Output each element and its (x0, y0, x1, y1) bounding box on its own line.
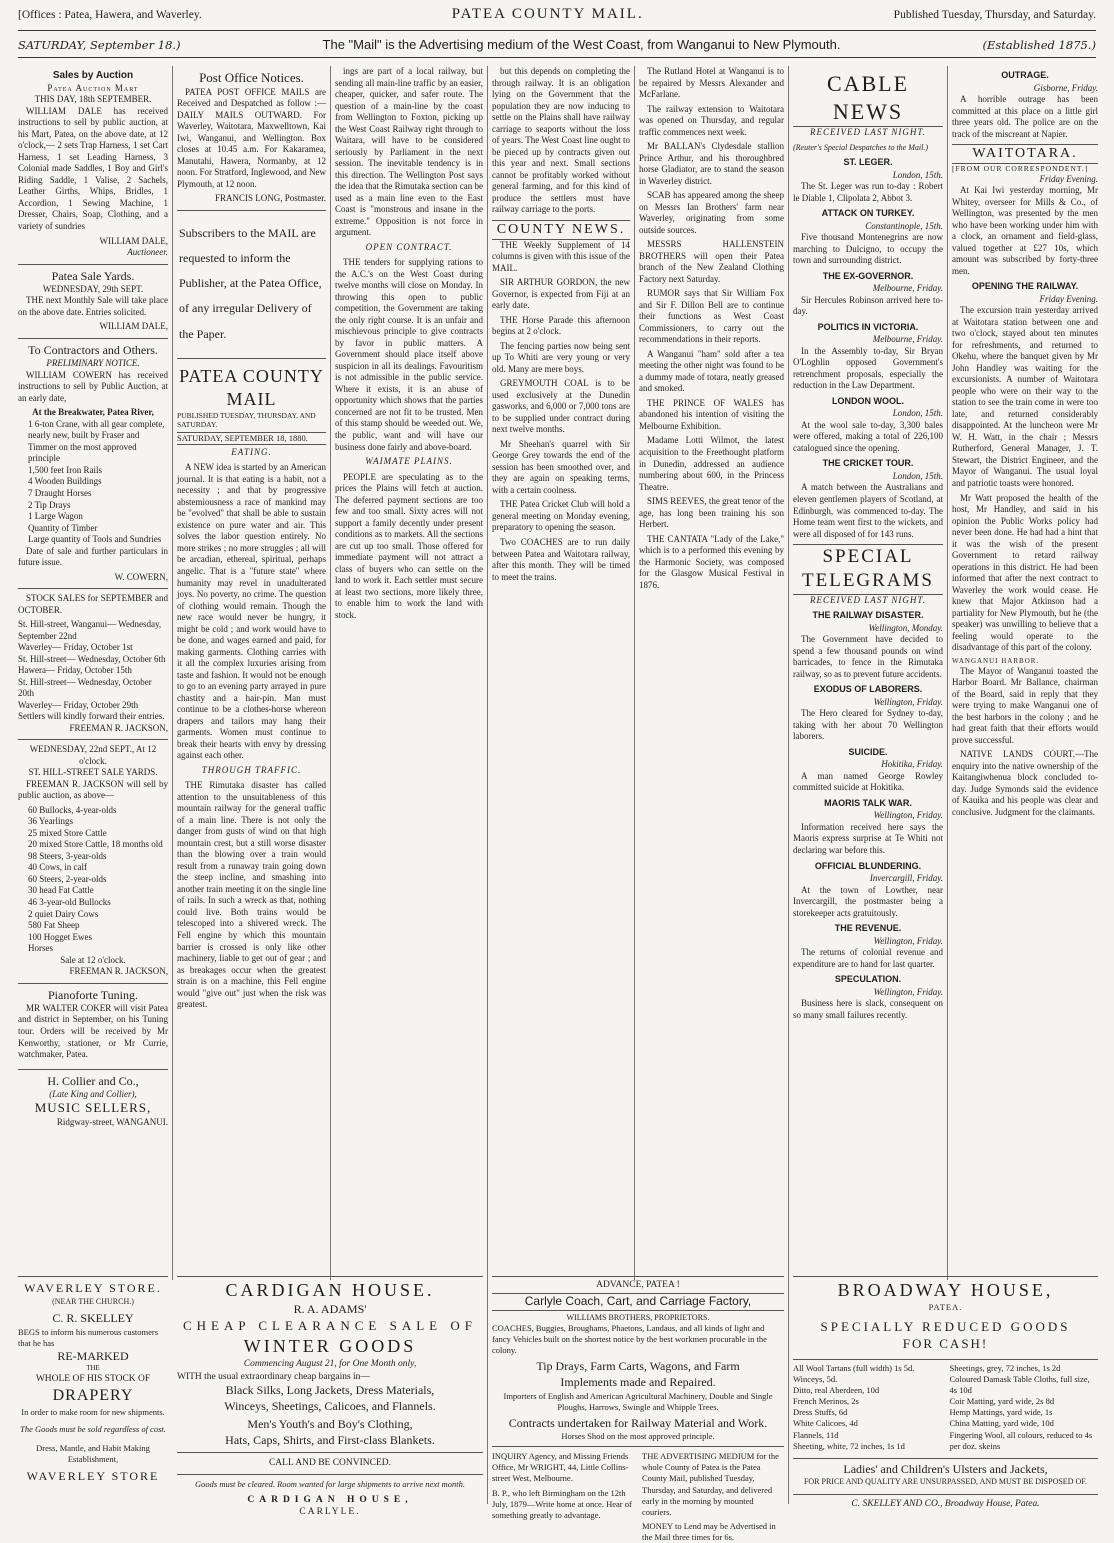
cable-news-heading: CABLE NEWS (793, 70, 943, 127)
list-item: Hawera— Friday, October 15th (18, 665, 132, 676)
news-item: Mr BALLAN's Clydesdale stallion Prince Arthur, and his thoroughbred horse Gladiator, are to stand the season in Waverley district. (639, 141, 784, 186)
collier-name: H. Collier and Co., (47, 1073, 139, 1088)
price-item: All Wool Tartans (full width) 1s 5d. (793, 1363, 915, 1374)
waitotara-heading: WAITOTARA. (952, 144, 1098, 164)
list-item: 60 Bullocks, 4-year-olds (28, 804, 117, 815)
telegram-body: The Government have decided to spend a few thousand pounds on wind barricades, to fence in the Rimutaka railway, so as to prevent future accidents. (793, 634, 943, 679)
list-item: 25 mixed Store Cattle (28, 827, 107, 838)
news-item: THE Horse Parade this afternoon begins at 2 o'clock. (492, 314, 630, 337)
news-item: SIR ARTHUR GORDON, the new Governor, is expected from Fiji at an early date. (492, 277, 630, 311)
cowern-ad (18, 339, 168, 589)
list-item: 60 Steers, 2-year-olds (28, 873, 107, 884)
news-item: The fencing parties now being sent up To Whiti are very young or very old. Many are mere boys. (492, 340, 630, 374)
cable-item (793, 458, 943, 540)
inquiry-agency: INQUIRY Agency, and Missing Friends Office, Mr WRIGHT, 44, Little Collins-street West, Melbourne. (492, 1451, 629, 1484)
post-office-ad (177, 66, 326, 211)
telegram-heading: OFFICIAL BLUNDERING. (814, 860, 922, 871)
column-4 (492, 66, 630, 1271)
news-item: RUMOR says that Sir William Fox and Sir F. Dillon Bell are to continue their functions as West Coast Commissioners, to carry out the recommendations in their reports. (639, 288, 784, 345)
cable-item (793, 271, 943, 318)
list-item: 20 mixed Store Cattle, 18 months old (28, 839, 163, 850)
telegram-body: Information received here says the Maoris express surprise at Te Whiti not declaring war before this. (793, 821, 943, 855)
black-silks: Black Silks, Long Jackets, Dress Materials, (225, 1382, 435, 1397)
prelim-notice: PRELIMINARY NOTICE. (46, 358, 140, 369)
outrage-dateline: Gisborne, Friday. (1033, 82, 1098, 93)
continued-body: but this depends on completing the through railway. It is an obligation lying on the Government that the population they are now inducing to settle on the Plains shall have railway carriage to seaports without the loss of years. The West Coast line ought to be pieced up by contracts given out this year and next. Small sections cannot be profitably worked without general farming, and for this kind of produce the settlers must have railway carriage to the ports. (492, 66, 630, 215)
yards-body: THE next Monthly Sale will take place on the above date. Entries solicited. (18, 295, 168, 317)
waitotara-body: At Kai Iwi yesterday morning, Mr Whitey, overseer for Mills & Co., of Wellington, was presented by the men who have been working under him with a clock, an ornament and field-glass, valued together at £27 10s, which amount was subscribed by forty-three men. (952, 185, 1098, 276)
cable-item-dateline: Constantinople, 15th. (865, 220, 943, 231)
price-item: Ditto, real Aberdeen, 10d (793, 1385, 880, 1396)
waverley-store-title: WAVERLEY STORE. (24, 1281, 162, 1295)
sales-heading: Sales by Auction (52, 70, 134, 81)
news-item: Madame Lotti Wilmot, the latest acquisition to the Freethought platform in Dunedin, addressed an audience numbering about 600, in the Princess Theatre. (639, 435, 784, 492)
price-item: China Matting, yard wide, 10d (949, 1418, 1054, 1429)
whole-stock: WHOLE OF HIS STOCK OF (35, 1374, 151, 1385)
motto: The "Mail" is the Advertising medium of the West Coast, from Wanganui to New Plymouth. (322, 37, 841, 52)
stock-heading: STOCK SALES for SEPTEMBER and OCTOBER. (18, 593, 168, 615)
cable-item-heading: ATTACK ON TURKEY. (821, 208, 915, 219)
bargains-intro: WITH the usual extraordinary cheap bargains in— (177, 1371, 370, 1382)
paper-title: PATEA COUNTY MAIL. (451, 6, 644, 22)
cheap-clearance: CHEAP CLEARANCE SALE OF (182, 1317, 477, 1333)
cable-item-dateline: Melbourne, Friday. (872, 283, 943, 294)
telegram-item (793, 610, 943, 680)
skelley-co: C. SKELLEY AND CO., Broadway House, Patea. (793, 1494, 1098, 1510)
cable-item-dateline: London, 15th. (892, 470, 943, 481)
sale-yards-ad (18, 265, 168, 339)
cable-item-dateline: London, 15th. (892, 169, 943, 180)
order-room: In order to make room for new shipments. (21, 1406, 165, 1417)
telegram-body: At the town of Lowther, near Invercargill, the postmaster being a storekeeper acts gratuitously. (793, 884, 943, 918)
news-item: SCAB has appeared among the sheep on Messrs Ian Brothers' farm near Waverley, originating from some outside sources. (639, 190, 784, 235)
special-subheading: RECEIVED LAST NIGHT. (810, 594, 926, 605)
price-item: Coir Matting, yard wide, 2s 8d (949, 1396, 1055, 1407)
list-item: St. Hill-street, Wanganui— Wednesday, September 22nd (18, 619, 162, 641)
issue-date: SATURDAY, September 18.) (18, 37, 181, 52)
published-line: Published Tuesday, Thursday, and Saturday. (893, 9, 1096, 21)
contract-heading: OPEN CONTRACT. (365, 241, 453, 252)
opening-body: The excursion train yesterday arrived at Waitotara station between one and two o'clock, stayed about ten minutes for refreshments, and returned to Okehu, where the banquet given by Mr John Handley was waiting for the excursionists. A number of Waitotara people who were on their way to the station to see the train come in were too late, and returned considerably disappointed. At the luncheon were Mr W. H. Watt, in the chair ; Messrs Rutherford, General Manager, J. T. Stewart, the District Engineer, and the Mayor of Wanganui. The usual loyal and patriotic toasts were honored. (952, 305, 1098, 488)
telegram-heading: SUICIDE. (848, 746, 888, 757)
cable-item-body: In the Assembly to-day, Sir Bryan O'Loghlin opposed Government's retrenchment proposals, especially the reduction in the Law Department. (793, 345, 943, 391)
money-notice: MONEY to Lend may be Advertised in the Mail three times for 6s. (642, 1520, 776, 1542)
list-item: 7 Draught Horses (28, 487, 92, 498)
yards-date: WEDNESDAY, 29th SEPT. (42, 283, 144, 294)
mens-clothing: Men's Youth's and Boy's Clothing, (247, 1417, 413, 1432)
continued-body: ings are part of a local railway, but sending all main-line traffic by an easier, cheaper, quicker, and safer route. The question of a main-line by the coast from Wellington to Foxton, picking up the West Coast Railway right through to Waitara, will have to be considered seriously by Parliament in the next session. The inevitable tendency is in this direction. The Wellington Post says the idea that the Rimutaka section can be used as a main line even to the East Coast is "monstrous and insane in the extreme." Opposition is not force in argument. (335, 66, 483, 238)
list-item: 100 Hogget Ewes (28, 931, 92, 942)
cable-item-body: The St. Leger was run to-day : Robert le Diable 1, Clipolata 2, Abbot 3. (793, 181, 943, 203)
cowern-note: Date of sale and further particulars in future issue. (18, 545, 168, 568)
mart-date: THIS DAY, 18th SEPTEMBER. (34, 94, 152, 105)
opening-heading: OPENING THE RAILWAY. (971, 281, 1079, 292)
cardigan-footer: CARDIGAN HOUSE, (247, 1494, 413, 1505)
telegram-item (793, 747, 943, 794)
news-item: A Wanganui "ham" sold after a tea meeting the other night was found to be a dummy made of totara, neatly greased and smoked. (639, 348, 784, 394)
sale-time: Sale at 12 o'clock. (60, 954, 126, 965)
coaches-body: COACHES, Buggies, Broughams, Phaetons, Landaus, and all kinds of light and fancy Vehicles built on the shortest notice by the best workmen procurable in the colony. (492, 1323, 767, 1356)
winter-goods: WINTER GOODS (243, 1335, 417, 1356)
winceys: Winceys, Sheetings, Calicoes, and Flannels. (224, 1398, 436, 1413)
cable-item-dateline: Melbourne, Friday. (872, 334, 943, 345)
telegram-heading: THE RAILWAY DISASTER. (812, 610, 924, 621)
piano-heading: Pianoforte Tuning. (47, 987, 138, 1002)
leader-title: PATEA COUNTY MAIL (179, 365, 324, 409)
tip-drays: Tip Drays, Farm Carts, Wagons, and Farm (536, 1359, 740, 1374)
jackson-ad (18, 740, 168, 983)
telegram-heading: THE REVENUE. (834, 923, 902, 934)
cable-item (793, 322, 943, 392)
list-item: 46 3-year-old Bullocks (28, 897, 111, 907)
toast-body: Mr Watt proposed the health of the host, Mr Handley, and said in his opinion the Public Works policy had never been done. He had had a hint that it was the wish of the present Government to retard railway operations in this district. He had been informed that after the next contract to Waverley the work would cease. He knew that Major Atkinson had a partiality for New Plymouth, but he (the speaker) was unwilling to believe that a feeling would operate to the disadvantage of this part of the colony. (952, 492, 1098, 653)
column-7 (952, 66, 1098, 1271)
collier-sub: (Late King and Collier), (49, 1088, 137, 1099)
cable-item-heading: THE CRICKET TOUR. (822, 458, 914, 469)
news-item: The Rutland Hotel at Wanganui is to be repaired by Messrs Alexander and McFarlane. (639, 66, 784, 100)
eating-body: A NEW idea is started by an American journal. It is that eating is a habit, not a necessity ; and that by progressive abstemiousness a race of mankind may be "evolved" that shall be able to sustain existence on pure water and air. This solves the labor question entirely. No more strikes ; no more struggles ; all will be arcadian, ethereal, spiritual, perhaps angelic. That is a "future state" where humanity may revel in unadulterated joys. No poverty, no crime. The question of clothing would remain. Though the new race would never be hungry, it might be cold ; and work would have to be done, and wages earned and paid, for making garments. Clothing carries with it all the complex luxuries arising from taste and fashion. It would not be enough to go to an evening party arrayed in pure chastity and a hair-pin. Man must continue to be a clothes-horse whereon drapers and tailors may hang their garments. Women must continue to break their hearts with envy by dressing against each other. (177, 462, 326, 761)
telegram-item (793, 923, 943, 970)
stock-sales-ad (18, 589, 168, 740)
yards-signature: WILLIAM DALE, (99, 321, 168, 332)
leader-date: SATURDAY, SEPTEMBER 18, 1880. (177, 432, 326, 445)
cable-item (793, 396, 943, 455)
news-item: THE CANTATA "Lady of the Lake," which is to a performed this evening by the Harmonic Society, was composed for the Glasgow Musical Festival in 1876. (639, 533, 784, 590)
skelley-name: C. R. SKELLEY (52, 1310, 134, 1325)
the-word: THE (86, 1364, 100, 1373)
specially-reduced: SPECIALLY REDUCED GOODS (820, 1319, 1071, 1335)
list-item: 1 Large Wagon (28, 511, 83, 522)
list-item: 36 Yearlings (28, 816, 74, 827)
news-item: THE PRINCE OF WALES has abandoned his intention of visiting the Melbourne Exhibition. (639, 397, 784, 431)
drapery: DRAPERY (52, 1386, 134, 1404)
telegram-dateline: Wellington, Monday. (868, 622, 943, 633)
cable-item (793, 208, 943, 267)
mart-name: Patea Auction Mart (47, 82, 139, 93)
postmaster-signature: FRANCIS LONG, Postmaster. (214, 193, 326, 204)
commencing: Commencing August 21, for One Month only, (243, 1359, 417, 1370)
outrage-body: A horrible outrage has been committed at this place on a little girl three years old. The police are on the track of the miscreant at Napier. (952, 94, 1098, 139)
list-item: Waverley— Friday, October 29th (18, 699, 139, 710)
post-office-body: PATEA POST OFFICE MAILS are Received and Despatched as follow :— DAILY MAILS OUTWARD. For Waverley, Waitotara, Maxwelltown, Kai Iwi, Wanganui, and Wellington. Box closes at 10.45 a.m. For Kakaramea, Manutahi, Hawera, Normanby, at 12 noon. For Stratford, Inglewood, and New Plymouth, at 12 noon. (177, 86, 326, 189)
price-item: Fingering Wool, all colours, reduced to 4s per doz. skeins (949, 1429, 1093, 1451)
ladies-ulsters: Ladies' and Children's Ulsters and Jackets, (793, 1458, 1098, 1478)
subscribers-text: Subscribers to the MAIL are requested to inform the Publisher, at the Patea Office, of any irregular Delivery of the Paper. (179, 225, 322, 341)
news-item: MESSRS HALLENSTEIN BROTHERS will open their Patea branch of the New Zealand Clothing Factory next Saturday. (639, 239, 784, 284)
contracts: Contracts undertaken for Railway Material and Work. (508, 1415, 768, 1430)
cable-item-heading: LONDON WOOL. (832, 395, 904, 406)
skelley-body: BEGS to inform his numerous customers that he has (18, 1326, 159, 1348)
importers: Importers of English and American Agricultural Machinery, Double and Single Ploughs, Harrows, Swingle and Whipple Trees. (503, 1390, 773, 1412)
ridgway-address: Ridgway-street, WANGANUI. (56, 1117, 168, 1128)
jackson-signature-2: FREEMAN R. JACKSON, (69, 966, 168, 977)
implements: Implements made and Repaired. (560, 1375, 716, 1390)
cable-subheading: RECEIVED LAST NIGHT. (810, 127, 926, 138)
goods-cleared: Goods must be cleared. Room wanted for large shipments to arrive next month. (195, 1478, 465, 1489)
waimate-body: PEOPLE are speculating as to the prices the Plains will fetch at auction. The deferred payment sections are too few and too small. Sixty acres will not support a family decently under present conditions as to markets. All the sections are cut up too small. Those offered for immediate payment will not attract a class of buyers who can settle on the land to work it. Each settler must secure at least two sections, more likely three, to enable him to work the land with stock. (335, 471, 483, 620)
list-item: St. Hill-street— Wednesday, October 6th (18, 653, 166, 664)
music-sellers: MUSIC SELLERS, (34, 1100, 152, 1116)
sthill-yards: ST. HILL-STREET SALE YARDS. (28, 767, 158, 778)
near-church: (NEAR THE CHURCH.) (52, 1296, 134, 1306)
jackson-body: FREEMAN R. JACKSON will sell by public auction, as above— (18, 778, 168, 801)
news-item: SIMS REEVES, the great tenor of the age, has long been training his son Herbert. (639, 496, 784, 530)
established: (Established 1875.) (982, 37, 1096, 52)
list-item: 580 Fat Sheep (28, 920, 80, 931)
williams-brothers: WILLIAMS BROTHERS, PROPRIETORS. (566, 1312, 710, 1322)
list-item: 1,500 feet Iron Rails (28, 464, 102, 475)
broadway-house-ad (793, 1276, 1098, 1509)
cable-note: (Reuter's Special Despatches to the Mail.) (793, 142, 929, 152)
cable-item-body: Sir Hercules Robinson arrived here to-day. (793, 294, 943, 317)
native-lands-body: NATIVE LANDS COURT.—The enquiry into the native ownership of the Kaitangiwhenua block concluded to-day. Judge Symonds said the evidence of Kauika and his people was clear and conclusive. Judgment for the claimants. (952, 749, 1098, 817)
cable-item-body: At the wool sale to-day, 3,300 bales were offered, making a total of 226,100 catalogued since the opening. (793, 419, 943, 453)
dale-ad (18, 66, 168, 265)
telegram-body: Business here is slack, consequent on so many small failures recently. (793, 998, 943, 1020)
cowern-signature: W. COWERN, (114, 571, 168, 582)
through-heading: THROUGH TRAFFIC. (201, 764, 302, 775)
list-item: Waverley— Friday, October 1st (18, 642, 133, 653)
price-item: Coloured Damask Table Cloths, full size, 4s 10d (949, 1374, 1090, 1396)
hats-shirts: Hats, Caps, Shirts, and First-class Blankets. (225, 1432, 435, 1447)
telegram-item (793, 798, 943, 857)
telegram-heading: EXODUS OF LABORERS. (813, 684, 923, 695)
outrage-heading: OUTRAGE. (1001, 70, 1049, 80)
list-item: 98 Steers, 3-year-olds (28, 850, 107, 861)
dress-establishment: Dress, Mantle, and Habit Making Establishment, (36, 1442, 150, 1464)
leader-published: PUBLISHED TUESDAY, THURSDAY, AND SATURDAY. (177, 410, 316, 430)
for-cash: FOR CASH! (902, 1336, 989, 1352)
list-item: Horses (28, 943, 53, 954)
list-item: Quantity of Timber (28, 522, 98, 533)
adams-name: R. A. ADAMS' (293, 1302, 367, 1317)
dale-body: WILLIAM DALE has received instructions to sell by public auction, at his Mart, Patea, on the above date, at 12 o'clock,— 2 sets Trap Harness, 1 set Cart Harness, 1 set Leading Harness, 3 Colonial made Saddles, 1 Boy and Girl's Riding Saddle, 1 Valise, 2 Sachels, Leather Girths, Whips, Bridles, 1 Accordion, 1 Sewing Machine, 1 Dresser, Chairs, Soap, Clothing, and a variety of sundries (18, 105, 168, 231)
telegram-item (793, 861, 943, 920)
piano-ad (18, 984, 168, 1070)
contractors-heading: To Contractors and Others. (28, 342, 158, 357)
price-item: Sheetings, grey, 72 inches, 1s 2d (949, 1363, 1061, 1374)
telegram-body: The returns of colonial revenue and expenditure are to hand for last quarter. (793, 947, 943, 969)
subscribers-notice (177, 211, 326, 359)
county-news-heading: COUNTY NEWS. (492, 220, 630, 240)
price-item: Dress Stuffs, 6d (793, 1407, 848, 1418)
post-office-heading: Post Office Notices. (199, 70, 304, 85)
waverley-store-ad (18, 1276, 168, 1504)
eating-heading: EATING. (231, 446, 272, 457)
advertising-medium: THE ADVERTISING MEDIUM for the whole County of Patea is the Patea County Mail, published Tuesday, Thursday, and Saturday, and delivered early in the morning by mounted couriers. (642, 1451, 779, 1517)
telegram-dateline: Hokitika, Friday. (881, 759, 943, 770)
masthead (18, 6, 1096, 62)
waimate-heading: WAIMATE PLAINS. (365, 456, 453, 467)
piano-body: MR WALTER COKER will visit Patea and district in September, on his Tuning tour. Orders will be received by Mr Kenworthy, stationer, or Mr Currie, watchmaker, Patea. (18, 1002, 168, 1060)
price-item: Sheeting, white, 72 inches, 1s 1d (793, 1440, 905, 1451)
cardigan-house-ad (177, 1276, 483, 1518)
carlyle: CARLYLE. (299, 1507, 361, 1518)
news-item: Mr Sheehan's quarrel with Sir George Grey towards the end of the session has been smoothed over, and they are again on speaking terms, with a certain coolness. (492, 438, 630, 495)
price-item: Flannels, 11d (793, 1429, 839, 1440)
cable-item-body: Five thousand Montenegrins are now marching to Dulcigno, to occupy the town and surrounding district. (793, 232, 943, 266)
broadway-patea: PATEA. (928, 1302, 963, 1313)
through-body: THE Rimutaka disaster has called attention to the unsuitableness of this mountain railway for the general traffic of a main line. There is not only the danger from gusts of wind on that high mountain crest, but a still worse disaster than the blowing over a train would result from a runaway train going down the steep incline, and smashing into another train meeting it on the single line of rails. In such a wreck as that, nothing could live. Both trains would be telescoped into a shivered wreck. The Fell engine by which this mountain barrier is crossed is only like other machinery, liable to get out of gear ; and as breakages occur when the greatest strain is on a machine, this Fell engine would "give out" just when the risk was greatest. (177, 780, 326, 1010)
column-2 (177, 66, 326, 1271)
price-item: French Merinos, 2s (793, 1396, 859, 1407)
price-item: Hemp Mattings, yard wide, 1s (949, 1407, 1053, 1418)
telegram-item (793, 684, 943, 743)
jackson-date: WEDNESDAY, 22nd SEPT., At 12 o'clock. (29, 744, 157, 766)
contract-body: THE tenders for supplying rations to the A.C.'s on the West Coast during twelve months will close on Monday. In throwing this open to public competition, the Government are taking the only right course. It is an unfair and mischievous principle to give contracts by favor in public matters. A Government should place itself above suspicion in all its dealings. Favouritism is not admissible in the public service. Where it exists, it is an abuse of opportunity which shows that the parties concerned are not fit to be trusted. Men of this stamp should be weeded out. We, the public, want and will have our business done fairly and above-board. (335, 257, 483, 452)
dale-signature: WILLIAM DALE, (99, 235, 168, 246)
price-item: Winceys, 5d. (793, 1374, 838, 1385)
price-item: White Calicoes, 4d (793, 1418, 858, 1429)
auctioneer-label: Auctioneer. (127, 247, 168, 258)
cable-item-heading: THE EX-GOVERNOR. (822, 270, 914, 281)
cardigan-title: CARDIGAN HOUSE. (225, 1280, 435, 1300)
cable-item (793, 157, 943, 204)
call-convinced: CALL AND BE CONVINCED. (268, 1458, 392, 1469)
advance-patea: ADVANCE, PATEA ! (596, 1280, 680, 1290)
telegram-body: The Hero cleared for Sydney to-day, taking with her about 70 Wellington laborers. (793, 708, 943, 742)
column-3 (335, 66, 483, 1271)
cable-item-heading: ST. LEGER. (843, 157, 893, 168)
news-item: GREYMOUTH COAL is to be used exclusively at the Dunedin gasworks, and 6,000 or 7,000 tons are to be supplied under contract during next twelve months. (492, 378, 630, 435)
cable-item-dateline: London, 15th. (892, 408, 943, 419)
list-item: 30 head Fat Cattle (28, 885, 94, 896)
for-price: FOR PRICE AND QUALITY ARE UNSURPASSED, AND MUST BE DISPOSED OF. (803, 1477, 1088, 1487)
carlyle-factory-ad (492, 1276, 784, 1542)
news-item: Two COACHES are to run daily between Patea and Waitotara railway, after this month. They will be timed to meet the trains. (492, 536, 630, 582)
factory-title: Carlyle Coach, Cart, and Carriage Factory, (492, 1293, 784, 1311)
special-telegrams-heading: SPECIAL TELEGRAMS (793, 544, 943, 595)
harbor-body: The Mayor of Wanganui toasted the Harbor Board. Mr Ballance, chairman of the Board, said in reply that they were trying to make Wanganui one of the best harbors in the colony ; and he had great faith that their efforts would prove successful. (952, 665, 1098, 745)
list-item: Large quantity of Tools and Sundries (28, 534, 162, 545)
cable-item-body: A match between the Australians and eleven gentlemen players of Scotland, at Edinburgh, was commenced to-day. The Home team went first to the wickets, and were all disposed of for 143 runs. (793, 482, 943, 539)
list-item: 4 Wooden Buildings (28, 476, 102, 487)
waitotara-sub: [FROM OUR CORRESPONDENT.] (952, 164, 1089, 173)
telegram-heading: MAORIS TALK WAR. (824, 797, 912, 808)
list-item: 40 Cows, in calf (28, 862, 87, 873)
stock-note: Settlers will kindly forward their entries. (18, 711, 165, 722)
yards-heading: Patea Sale Yards. (51, 268, 135, 283)
cowern-body: WILLIAM COWERN has received instructions to sell by Public Auction, at an early date, (18, 369, 168, 403)
column-5 (639, 66, 784, 1271)
waverley-store-footer: WAVERLEY STORE (26, 1468, 160, 1483)
leader-masthead (177, 365, 326, 445)
waitotara-dateline: Friday Evening. (1039, 173, 1098, 184)
jackson-signature: FREEMAN R. JACKSON, (69, 722, 168, 733)
column-1 (18, 66, 168, 1271)
list-item: 2 quiet Dairy Cows (28, 908, 99, 919)
telegram-dateline: Invercargill, Friday. (869, 873, 943, 884)
breakwater-line: At the Breakwater, Patea River, (32, 407, 154, 418)
horses-shod: Horses Shod on the most approved principle. (561, 1431, 715, 1442)
list-item: 1 6-ton Crane, with all gear complete, nearly new, built by Fraser and Timmer on the most approved principle (28, 418, 165, 464)
remarked: RE-MARKED (57, 1348, 129, 1363)
telegram-dateline: Wellington, Friday. (873, 986, 943, 997)
news-item: THE Patea Cricket Club will hold a general meeting on Monday evening, preparatory to opening the season. (492, 499, 630, 533)
cable-item-heading: POLITICS IN VICTORIA. (817, 321, 919, 332)
telegram-dateline: Wellington, Friday. (873, 810, 943, 821)
telegram-dateline: Wellington, Friday. (873, 696, 943, 707)
column-6 (793, 66, 943, 1271)
list-item: 2 Tip Drays (28, 499, 71, 510)
telegram-heading: SPECULATION. (834, 974, 902, 985)
harbor-heading: WANGANUI HARBOR. (952, 656, 1040, 665)
list-item: St. Hill-street— Wednesday, October 20th (18, 676, 152, 699)
news-item: THE Weekly Supplement of 14 columns is given with this issue of the MAIL. (492, 239, 630, 273)
bp-notice: B. P., who left Birmingham on the 12th July, 1879—Write home at once. Hear of something greatly to advantage. (492, 1487, 632, 1520)
broadway-title: BROADWAY HOUSE, (837, 1280, 1054, 1300)
telegram-item (793, 974, 943, 1021)
opening-dateline: Friday Evening. (1039, 293, 1098, 304)
telegram-dateline: Wellington, Friday. (873, 935, 943, 946)
goods-sold: The Goods must be sold regardless of cost. (20, 1423, 166, 1434)
news-item: The railway extension to Waitotara was opened on Thursday, and regular traffic commences next week. (639, 103, 784, 137)
offices-line: [Offices : Patea, Hawera, and Waverley. (18, 9, 202, 21)
telegram-body: A man named George Rowley committed suicide at Hokitika. (793, 770, 943, 793)
collier-ad (18, 1070, 168, 1134)
